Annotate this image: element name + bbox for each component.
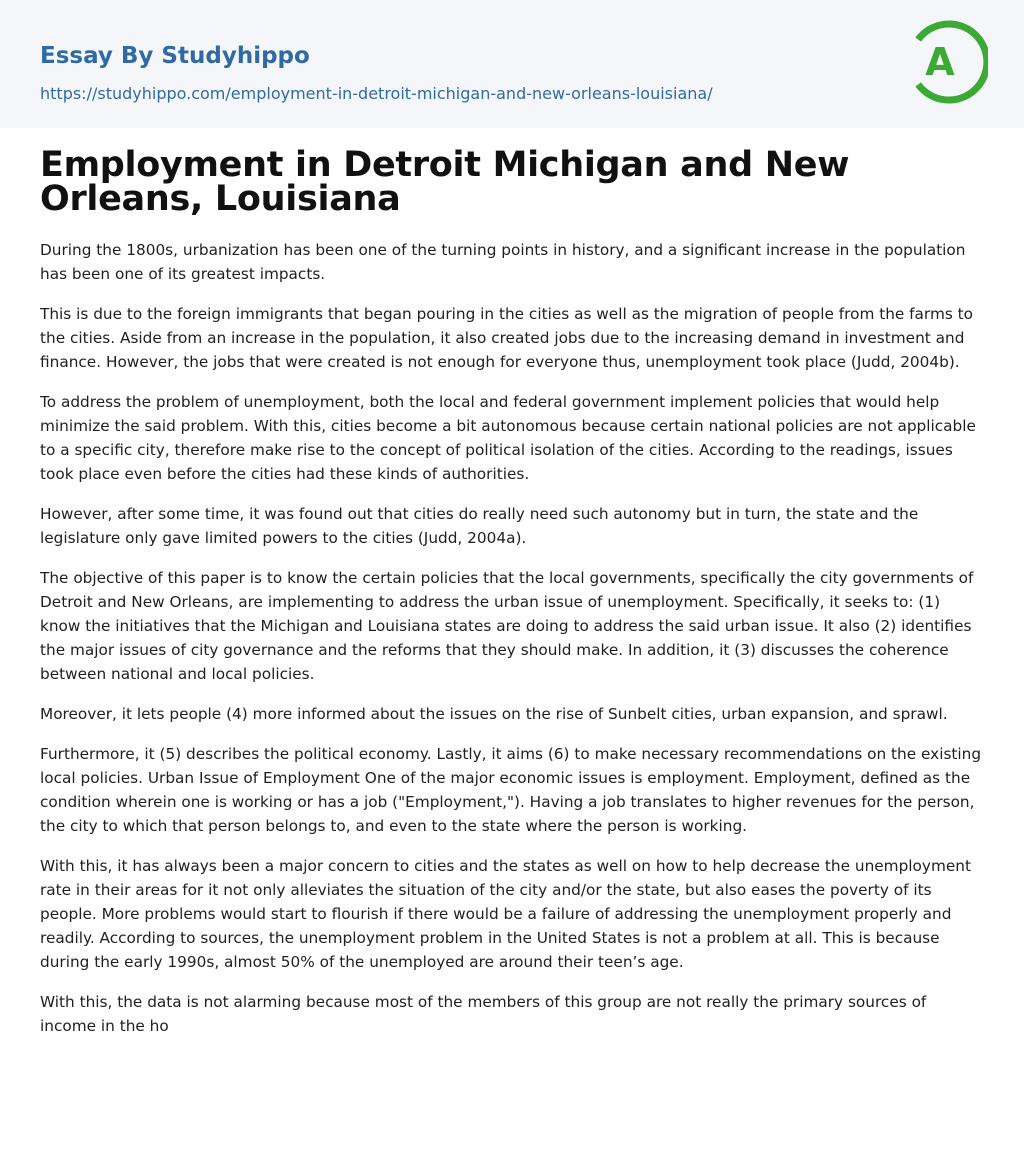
- paragraph: Furthermore, it (5) describes the political economy. Lastly, it aims (6) to make necessary recommendations on the existing local policies. Urban Issue of Employment One of the major economic issues is employment. Employment, defined as the condition wherein one is working or has a job ("Employment,"). Having a job translates to higher revenues for the person, the city to which that person belongs to, and even to the state where the person is working.: [40, 745, 982, 835]
- paragraph: This is due to the foreign immigrants that began pouring in the cities as well as the migration of people from the farms to the cities. Aside from an increase in the population, it also created jobs due to the increasing demand in investment and finance. However, the jobs that were created is not enough for everyone thus, unemployment took place (Judd, 2004b).: [40, 305, 974, 371]
- studyhippo-a-logo-icon[interactable]: [910, 18, 988, 106]
- paragraph: With this, the data is not alarming because most of the members of this group are not really the primary sources of income in the ho: [40, 993, 927, 1035]
- article-title: Employment in Detroit Michigan and New Orleans, Louisiana: [40, 145, 850, 219]
- article: [40, 145, 984, 1054]
- paragraph: To address the problem of unemployment, both the local and federal government implement policies that would help minimize the said problem. With this, cities become a bit autonomous because certain national policies are not applicable to a specific city, therefore make rise to the concept of political isolation of the cities. According to the readings, issues took place even before the cities had these kinds of authorities.: [40, 393, 976, 483]
- paragraph: Moreover, it lets people (4) more informed about the issues on the rise of Sunbelt cities, urban expansion, and sprawl.: [40, 705, 948, 723]
- site-header: [0, 0, 1024, 128]
- brand-title: Essay By Studyhippo: [40, 43, 310, 69]
- paragraph: However, after some time, it was found out that cities do really need such autonomy but in turn, the state and the legislature only gave limited powers to the cities (Judd, 2004a).: [40, 505, 919, 547]
- paragraph: The objective of this paper is to know the certain policies that the local governments, specifically the city governments of Detroit and New Orleans, are implementing to address the urban issue of unemployment. Specifically, it seeks to: (1) know the initiatives that the Michigan and Louisiana states are doing to address the said urban issue. It also (2) identifies the major issues of city governance and the reforms that they should make. In addition, it (3) discusses the coherence between national and local policies.: [40, 569, 974, 683]
- essay-url-link[interactable]: https://studyhippo.com/employment-in-detroit-michigan-and-new-orleans-louisiana/: [40, 84, 713, 103]
- paragraph: With this, it has always been a major concern to cities and the states as well on how to help decrease the unemployment rate in their areas for it not only alleviates the situation of the city and/or the state, but also eases the poverty of its people. More problems would start to flourish if there would be a failure of addressing the unemployment properly and readily. According to sources, the unemployment problem in the United States is not a problem at all. This is because during the early 1990s, almost 50% of the unemployed are around their teen’s age.: [40, 857, 971, 971]
- paragraph: During the 1800s, urbanization has been one of the turning points in history, and a significant increase in the population has been one of its greatest impacts.: [40, 241, 966, 283]
- logo-letter: A: [925, 40, 955, 84]
